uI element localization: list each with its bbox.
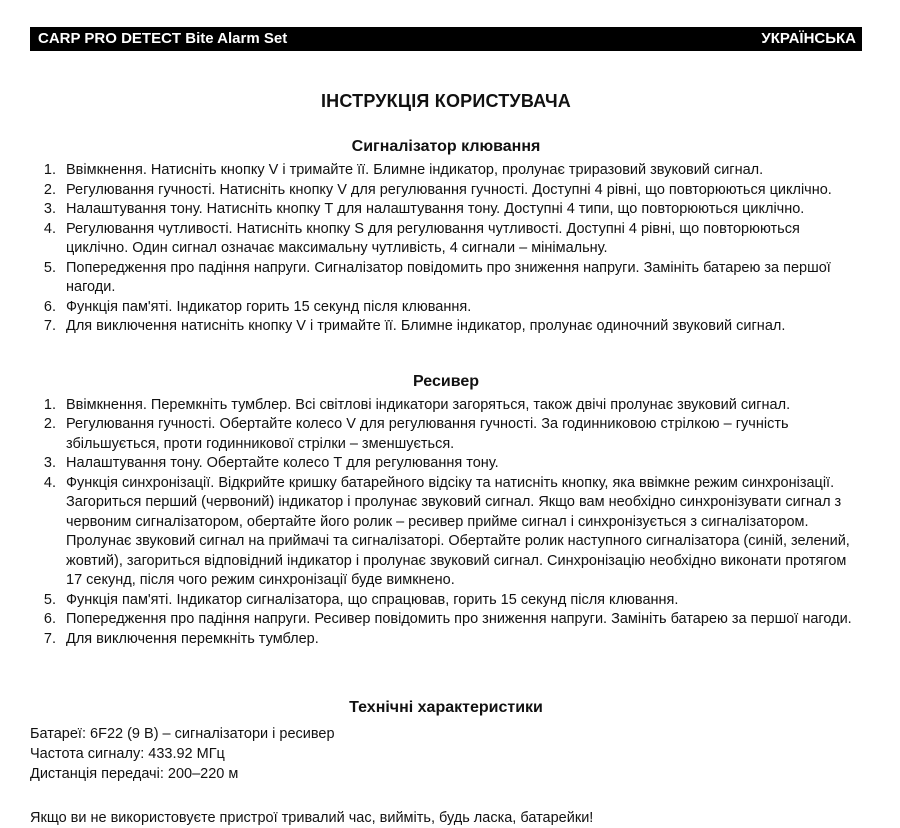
section-heading-specs: Технічні характеристики xyxy=(349,699,543,716)
list-item: 2. Регулювання гучності. Обертайте колесо V для регулювання гучності. За годинниковою стрілкою – гучність збільшується, проти годинникової стрілки – зменшується. xyxy=(60,415,862,454)
list-item: 4. Функція синхронізації. Відкрийте кришку батарейного відсіку та натисніть кнопку, яка ввімкне режим синхронізації. Загориться перший (червоний) індикатор і пролунає звуковий сигнал. Якщо вам необхідно синхронізувати сигнал з червоним сигналізатором, обертайте його ролик – ресивер прийме сигнал і синхронізується з сигналізатором. Пролунає звуковий сигнал на приймачі та сигналізаторі. Обертайте ролик наступного сигналізатора (синій, зелений, жовтий), загориться відповідний індикатор і пролунає звуковий сигнал. Синхронізацію необхідно виконати протягом 17 секунд, після чого режим синхронізації буде вимкнено. xyxy=(60,474,862,591)
list-item: Дистанція передачі: 200–220 м xyxy=(30,766,239,782)
list-item: 7. Для виключення перемкніть тумблер. xyxy=(60,630,862,650)
page-title: ІНСТРУКЦІЯ КОРИСТУВАЧА xyxy=(320,91,572,111)
footer-note: Якщо ви не використовуєте пристрої тривалий час, вийміть, будь ласка, батарейки! xyxy=(30,810,594,826)
list-item: 1. Ввімкнення. Перемкніть тумблер. Всі світлові індикатори загоряться, також двічі пролунає звуковий сигнал. xyxy=(60,396,862,416)
list-item: 2. Регулювання гучності. Натисніть кнопку V для регулювання гучності. Доступні 4 рівні, що повторюються циклічно. xyxy=(60,181,862,201)
list-item: 6. Попередження про падіння напруги. Ресивер повідомить про зниження напруги. Замініть батарею за першої нагоди. xyxy=(60,610,862,630)
list-item: 3. Налаштування тону. Натисніть кнопку Т для налаштування тону. Доступні 4 типи, що повторюються циклічно. xyxy=(60,200,862,220)
list-item: Частота сигналу: 433.92 МГц xyxy=(30,746,225,762)
list-item: 7. Для виключення натисніть кнопку V і тримайте її. Блимне індикатор, пролунає одиночний звуковий сигнал. xyxy=(60,317,862,337)
list-item: 5. Функція пам'яті. Індикатор сигналізатора, що спрацював, горить 15 секунд після клювання. xyxy=(60,591,862,611)
list-item: Батареї: 6F22 (9 В) – сигналізатори і ресивер xyxy=(30,726,335,742)
list-item: 5. Попередження про падіння напруги. Сигналізатор повідомить про зниження напруги. Замініть батарею за першої нагоди. xyxy=(60,259,862,298)
specs-list xyxy=(30,724,862,784)
receiver-steps-list xyxy=(30,396,862,650)
list-item: 4. Регулювання чутливості. Натисніть кнопку S для регулювання чутливості. Доступні 4 рівні, що повторюються циклічно. Один сигнал означає максимальну чутливість, 4 сигнали – мінімальну. xyxy=(60,220,862,259)
section-heading-receiver: Ресивер xyxy=(413,372,479,390)
header-bar xyxy=(30,27,862,51)
list-item: 6. Функція пам'яті. Індикатор горить 15 секунд після клювання. xyxy=(60,298,862,318)
list-item: 1. Ввімкнення. Натисніть кнопку V і тримайте її. Блимне індикатор, пролунає триразовий звуковий сигнал. xyxy=(60,161,862,181)
bite-alarm-steps-list xyxy=(30,161,862,337)
language-label: УКРАЇНСЬКА xyxy=(761,30,856,47)
product-title: CARP PRO DETECT Bite Alarm Set xyxy=(38,30,288,47)
section-heading-bite-alarm: Сигналізатор клювання xyxy=(351,138,541,155)
list-item: 3. Налаштування тону. Обертайте колесо Т для регулювання тону. xyxy=(60,454,862,474)
